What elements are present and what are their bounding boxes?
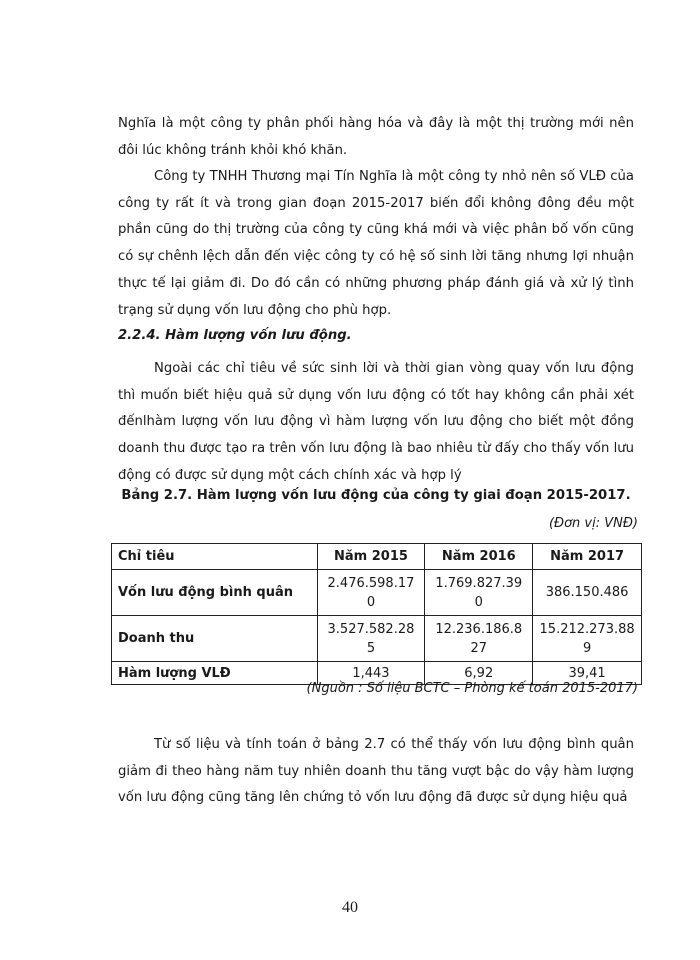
paragraph-company-capital: Công ty TNHH Thương mại Tín Nghĩa là một công ty nhỏ nên số VLĐ của công ty rất ít và trong gian đoạn 2015-2017 biến đổi không đông đều một phần cũng do thị trường của công ty cũng khá mới và việc phân bố vốn cũng có sự chênh lệch dẫn đến việc công ty có hệ số sinh lời tăng nhưng lợi nhuận thực tế lại giảm đi. Do đó cần có những phương pháp đánh giá và xử lý tình trạng sử dụng vốn lưu động cho phù hợp. [118,169,634,318]
paragraph-capital-intensity: Ngoài các chỉ tiêu về sức sinh lời và thời gian vòng quay vốn lưu động thì muốn biết hiệu quả sử dụng vốn lưu động có tốt hay không cần phải xét đếnlhàm lượng vốn lưu động vì hàm lượng vốn lưu động cho biết một đồng doanh thu được tạo ra trên vốn lưu động là bao nhiêu từ đấy cho thấy vốn lưu động có được sử dụng một cách chính xác và hợp lý [118,361,634,483]
paragraph-conclusion: Từ số liệu và tính toán ở bảng 2.7 có thể thấy vốn lưu động bình quân giảm đi theo hàng năm tuy nhiên doanh thu tăng vượt bậc do vậy hàm lượng vốn lưu động cũng tăng lên chứng tỏ vốn lưu động đã được sử dụng hiệu quả [118,737,634,806]
capital-intensity-table [111,543,642,685]
table-cell: 386.150.486 [533,570,642,616]
paragraph-continuation: Nghĩa là một công ty phân phối hàng hóa và đây là một thị trường mới nên đôi lúc không tránh khỏi khó khăn. [118,116,634,158]
row-label: Hàm lượng VLĐ [112,662,318,685]
table-header-cell: Năm 2016 [425,544,533,570]
table-unit: (Đơn vị: VNĐ) [548,516,638,531]
table-cell: 1,443 [317,662,425,685]
table-cell: 1.769.827.390 [425,570,533,616]
table-header-cell: Năm 2017 [533,544,642,570]
table-header-cell: Chỉ tiêu [112,544,318,570]
table-cell: 2.476.598.170 [317,570,425,616]
table-cell: 15.212.273.889 [533,616,642,662]
table-caption: Bảng 2.7. Hàm lượng vốn lưu động của công ty giai đoạn 2015-2017. [121,488,631,503]
table-header-row [112,544,642,570]
table-cell: 39,41 [533,662,642,685]
page-number: 40 [342,899,358,916]
table-row [112,570,642,616]
table-cell: 3.527.582.285 [317,616,425,662]
table-source: (Nguồn : Số liệu BCTC – Phòng kế toán 2015-2017) [306,681,638,696]
table-row [112,616,642,662]
table-cell: 12.236.186.827 [425,616,533,662]
table-cell: 6,92 [425,662,533,685]
table-header-cell: Năm 2015 [317,544,425,570]
section-heading: 2.2.4. Hàm lượng vốn lưu động. [118,328,352,343]
row-label: Doanh thu [112,616,318,662]
row-label: Vốn lưu động bình quân [112,570,318,616]
